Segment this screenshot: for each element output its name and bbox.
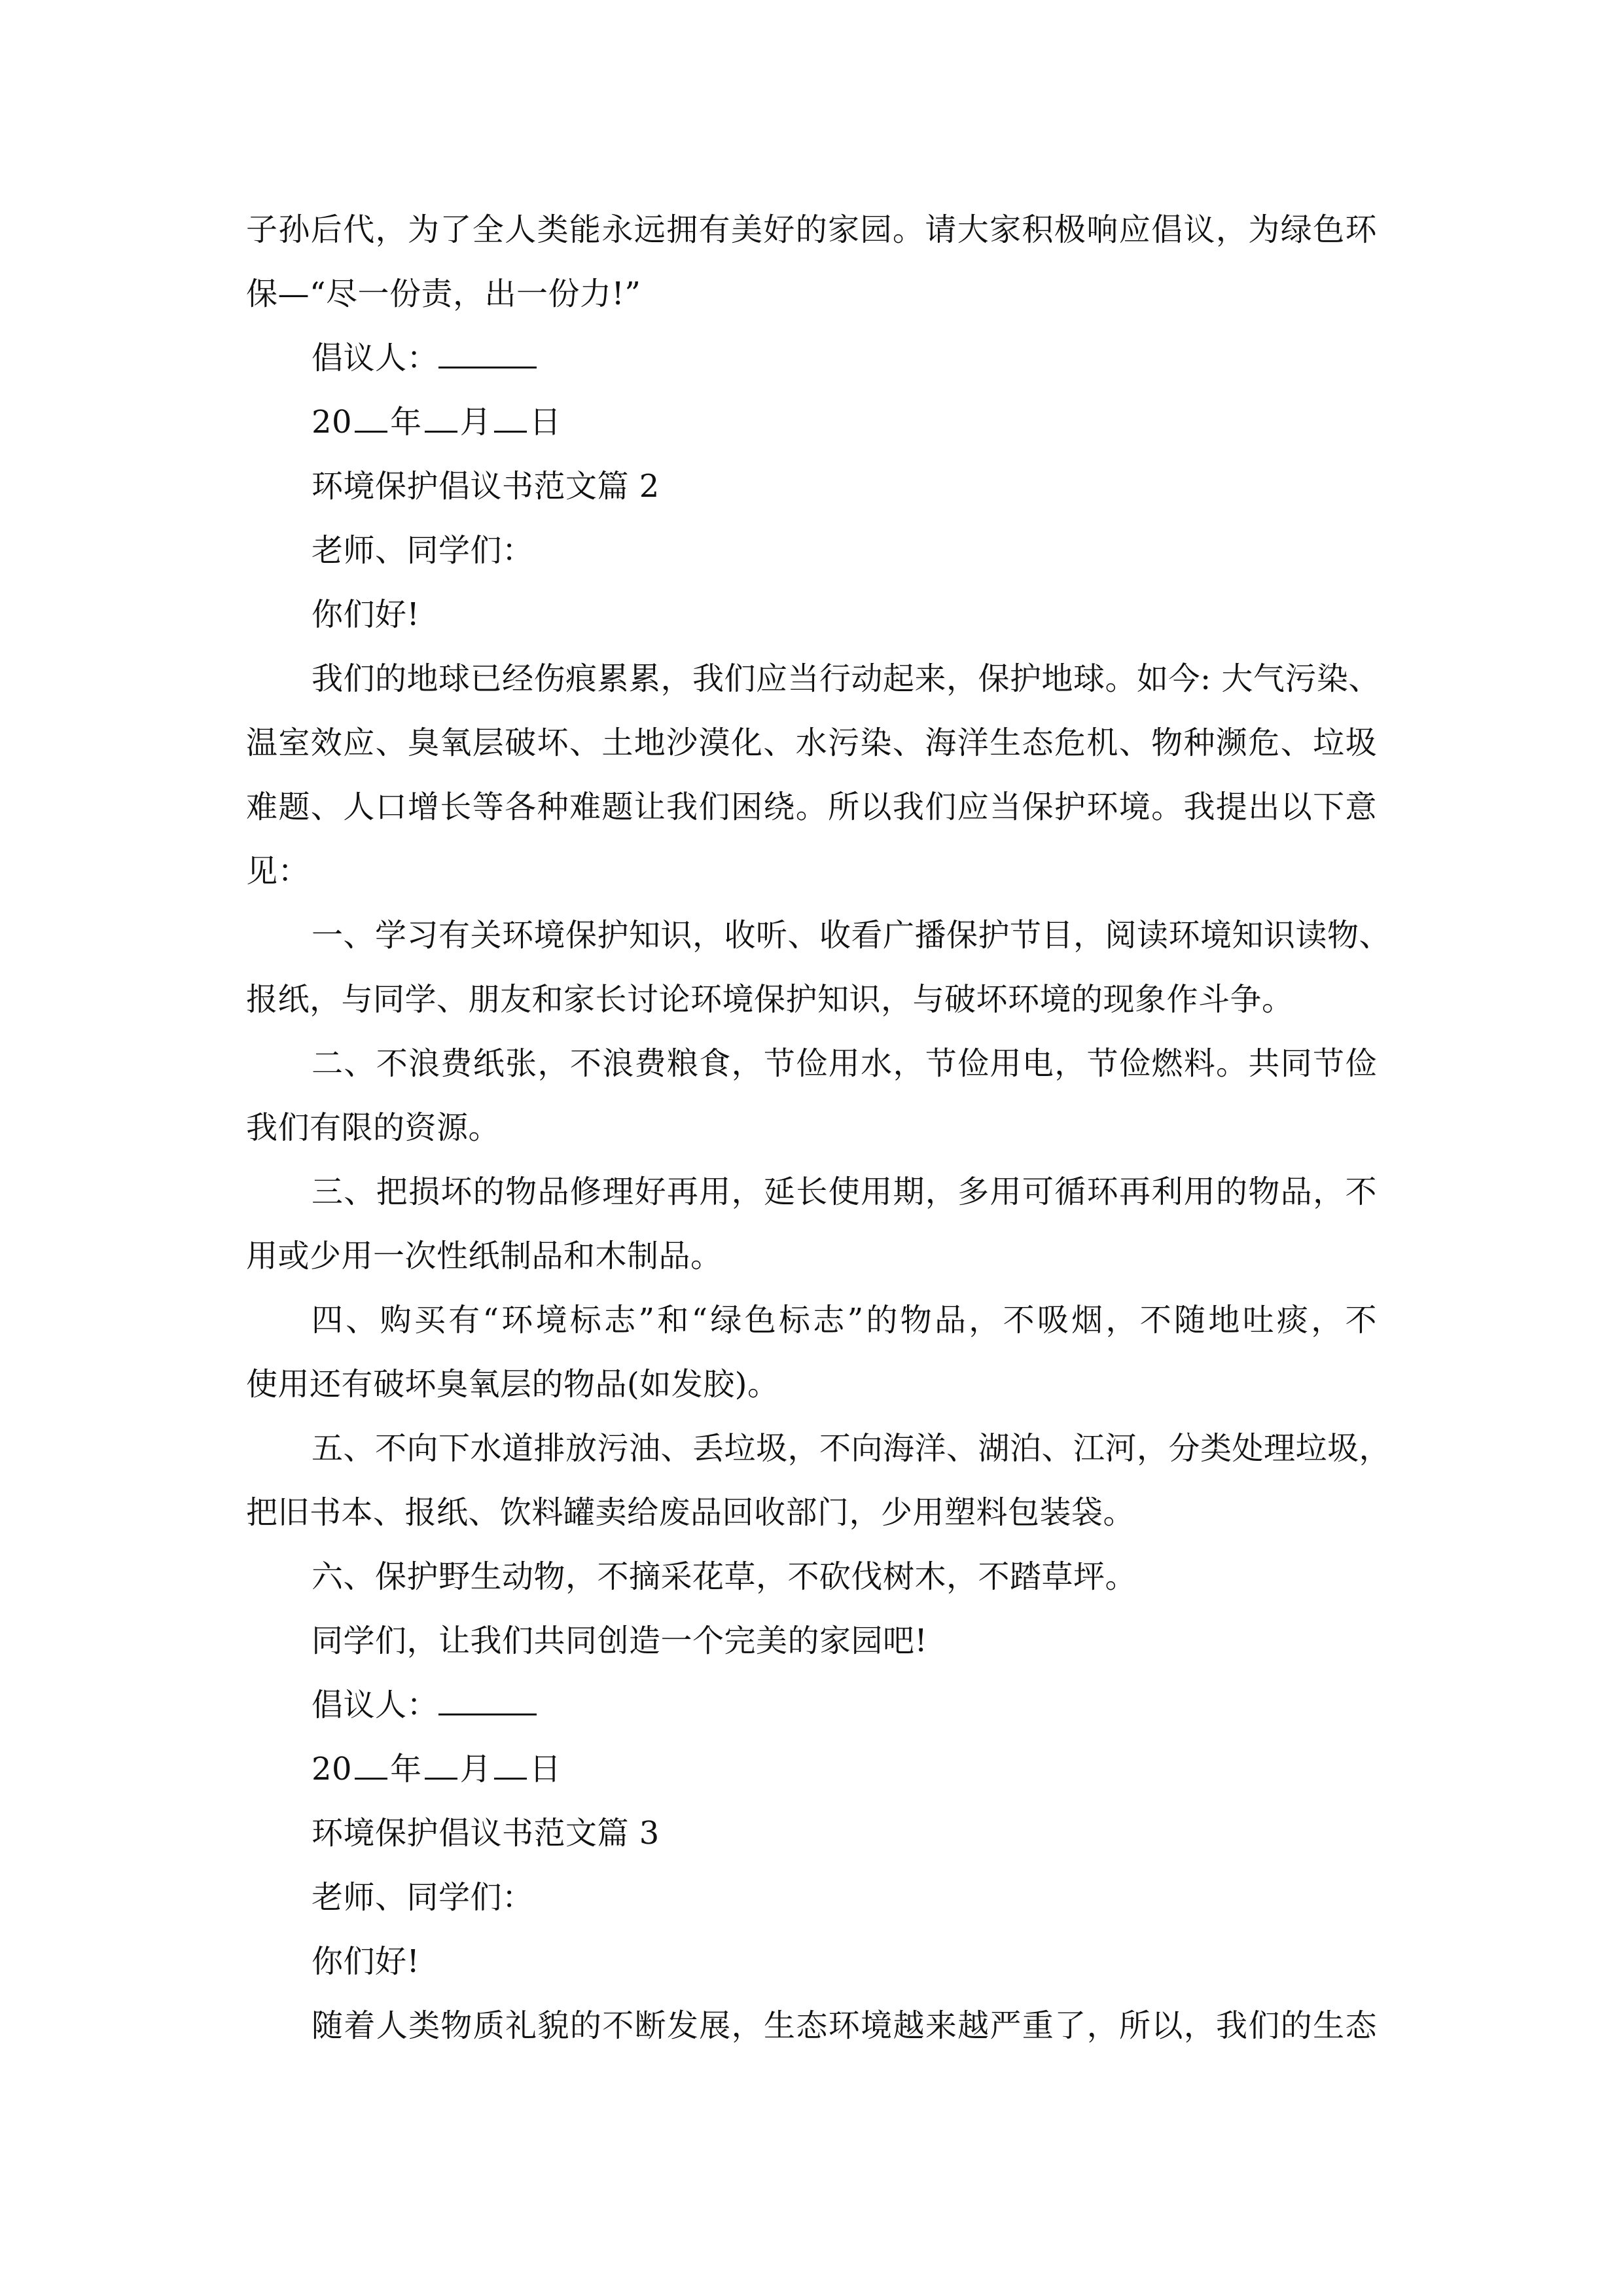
date-year-label: 年 <box>390 1751 422 1787</box>
section-heading: 环境保护倡议书范文篇 3 <box>312 1815 660 1852</box>
paragraph-line: 随着人类物质礼貌的不断发展，生态环境越来越严重了，所以，我们的生态 <box>312 2007 1377 2044</box>
date-blank <box>494 404 527 433</box>
signature-line <box>246 326 1377 390</box>
signature-label: 倡议人： <box>312 340 439 376</box>
date-line <box>246 390 1377 454</box>
document-body <box>246 198 1391 2058</box>
date-month-label: 月 <box>459 1751 492 1787</box>
date-blank <box>355 1751 387 1780</box>
signature-blank <box>438 340 537 368</box>
list-item-line: 报纸，与同学、朋友和家长讨论环境保护知识，与破坏环境的现象作斗争。 <box>246 981 1294 1018</box>
date-line <box>246 1737 1377 1801</box>
greeting: 你们好! <box>312 1943 420 1980</box>
list-item-line: 三、把损坏的物品修理好再用，延长使用期，多用可循环再利用的物品，不 <box>312 1174 1377 1210</box>
paragraph-line: 保—“尽一份责，出一份力!” <box>246 276 641 312</box>
list-item-line: 我们有限的资源。 <box>246 1109 501 1146</box>
paragraph-line: 温室效应、臭氧层破坏、土地沙漠化、水污染、海洋生态危机、物种濒危、垃圾 <box>246 725 1377 761</box>
greeting: 你们好! <box>312 596 420 633</box>
date-blank <box>425 404 457 433</box>
date-day-label: 日 <box>529 404 562 440</box>
salutation: 老师、同学们： <box>312 532 534 569</box>
list-item-line: 把旧书本、报纸、饮料罐卖给废品回收部门，少用塑料包装袋。 <box>246 1494 1135 1531</box>
date-blank <box>494 1751 527 1780</box>
list-item-line: 六、保护野生动物，不摘采花草，不砍伐树木，不踏草坪。 <box>312 1558 1137 1595</box>
section-heading: 环境保护倡议书范文篇 2 <box>312 468 660 505</box>
salutation: 老师、同学们： <box>312 1879 534 1916</box>
list-item-line: 五、不向下水道排放污油、丢垃圾，不向海洋、湖泊、江河，分类处理垃圾， <box>312 1430 1391 1467</box>
date-year-prefix: 20 <box>312 1751 353 1787</box>
list-item-line: 用或少用一次性纸制品和木制品。 <box>246 1238 722 1274</box>
list-item-line: 一、学习有关环境保护知识，收听、收看广播保护节目，阅读环境知识读物、 <box>312 917 1391 954</box>
paragraph-line: 见： <box>246 853 310 889</box>
date-day-label: 日 <box>529 1751 562 1787</box>
date-year-label: 年 <box>390 404 422 440</box>
list-item-line: 四、购买有“环境标志”和“绿色标志”的物品，不吸烟，不随地吐痰，不 <box>312 1302 1377 1338</box>
paragraph-line: 我们的地球已经伤痕累累，我们应当行动起来，保护地球。如今: 大气污染、 <box>312 660 1380 697</box>
signature-line <box>246 1673 1377 1737</box>
paragraph-line: 同学们，让我们共同创造一个完美的家园吧! <box>312 1623 928 1659</box>
signature-blank <box>438 1687 537 1715</box>
signature-label: 倡议人： <box>312 1687 439 1723</box>
date-year-prefix: 20 <box>312 404 353 440</box>
list-item-line: 二、不浪费纸张，不浪费粮食，节俭用水，节俭用电，节俭燃料。共同节俭 <box>312 1045 1377 1082</box>
date-blank <box>425 1751 457 1780</box>
date-blank <box>355 404 387 433</box>
date-month-label: 月 <box>459 404 492 440</box>
paragraph-line: 子孙后代，为了全人类能永远拥有美好的家园。请大家积极响应倡议，为绿色环 <box>246 211 1377 248</box>
list-item-line: 使用还有破坏臭氧层的物品(如发胶)。 <box>246 1366 779 1403</box>
paragraph-line: 难题、人口增长等各种难题让我们困绕。所以我们应当保护环境。我提出以下意 <box>246 789 1377 825</box>
